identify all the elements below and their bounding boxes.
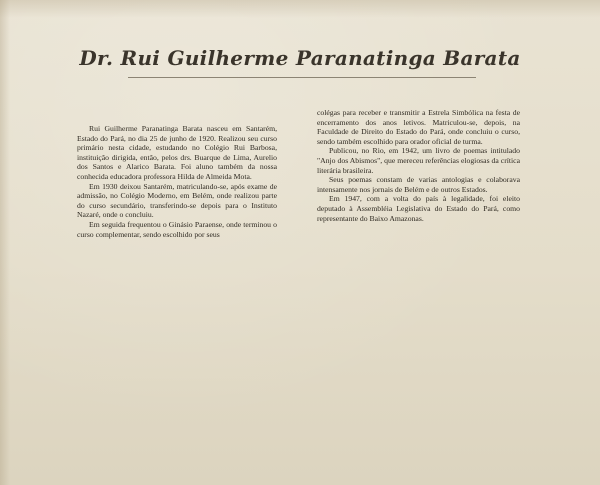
paragraph: Em seguida frequentou o Ginásio Paraense, onde terminou o curso complementar, sendo escolhido por seus xyxy=(77,219,277,239)
paragraph: Seus poemas constam de varias antologias e colaborava intensamente nos jornais de Belém e de outros Estados. xyxy=(317,175,520,194)
paragraph: Em 1930 deixou Santarém, matriculando-se, após exame de admissão, no Colégio Moderno, em Belém, onde realizou parte do curso secundário, transferindo-se depois para o Instituto Nazaré, onde o concluiu. xyxy=(77,181,277,220)
paragraph: colégas para receber e transmitir a Estrela Simbólica na festa de encerramento dos anos letivos. Matriculou-se, depois, na Faculdade de Direito do Estado do Pará, onde concluiu o curso, sendo também escolhido para orador oficial de turma. xyxy=(317,108,520,146)
right-column xyxy=(317,108,520,223)
left-column xyxy=(77,124,277,239)
document-title: Dr. Rui Guilherme Paranatinga Barata xyxy=(79,46,521,70)
paragraph: Publicou, no Rio, em 1942, um livro de poemas intitulado "Anjo dos Abismos", que mereceu referências elogiosas da crítica literária brasileira. xyxy=(317,146,520,175)
paragraph: Rui Guilherme Paranatinga Barata nasceu em Santarém, Estado do Pará, no dia 25 de junho de 1920. Realizou seu curso primário nesta cidade, estudando no Colégio Rui Barbosa, instituição dirigida, então, pelos drs. Buarque de Lima, Aurelio dos Santos e Alarico Barata. Foi aluno também da nossa conhecida educadora professora Hilda de Almeida Mota. xyxy=(77,124,277,181)
paragraph: Em 1947, com a volta do país à legalidade, foi eleito deputado à Assembléia Legislativa do Estado do Pará, como representante do Baixo Amazonas. xyxy=(317,194,520,223)
title-divider xyxy=(128,77,476,78)
